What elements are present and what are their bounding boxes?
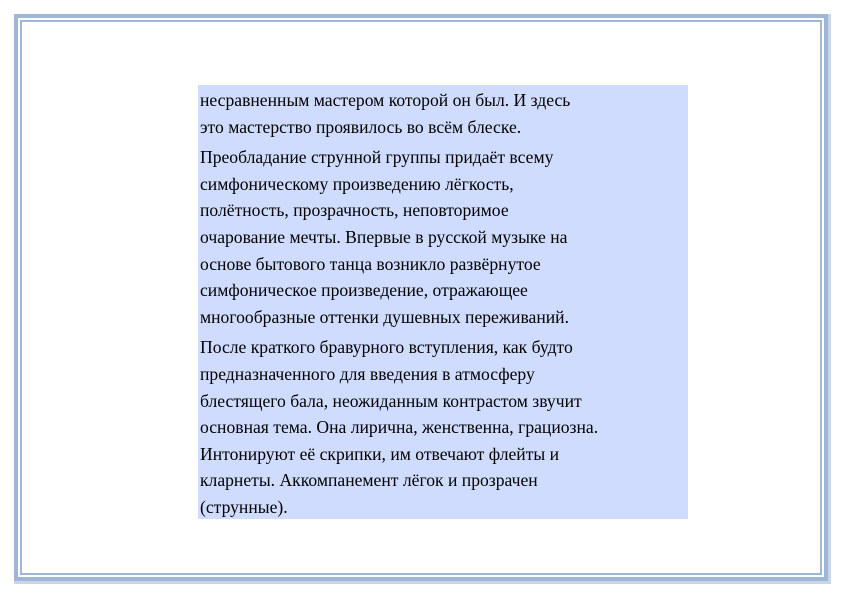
frame-shadow-right [828, 14, 831, 581]
paragraph-1: несравненным мастером которой он был. И здесь это мастерство проявилось во всём блеске. [200, 90, 571, 137]
highlighted-text-block [198, 85, 688, 519]
frame-shadow-bottom [14, 581, 831, 584]
paragraph-3: После краткого бравурного вступления, как будто предназначенного для введения в атмосферу блестящего бала, неожиданным контрастом звучит основная тема. Она лирична, женственна, грациозна. Интонируют её скрипки, им отвечают флейты и кларнеты. Аккомпанемент лёгок и прозрачен (струнные). [200, 337, 599, 517]
paragraph-2: Преобладание струнной группы придаёт всему симфоническому произведению лёгкость, полётность, прозрачность, неповторимое очарование мечты. Впервые в русской музыке на основе бытового танца возникло развёрнутое симфоническое произведение, отражающее многообразные оттенки душевных переживаний. [200, 147, 569, 327]
